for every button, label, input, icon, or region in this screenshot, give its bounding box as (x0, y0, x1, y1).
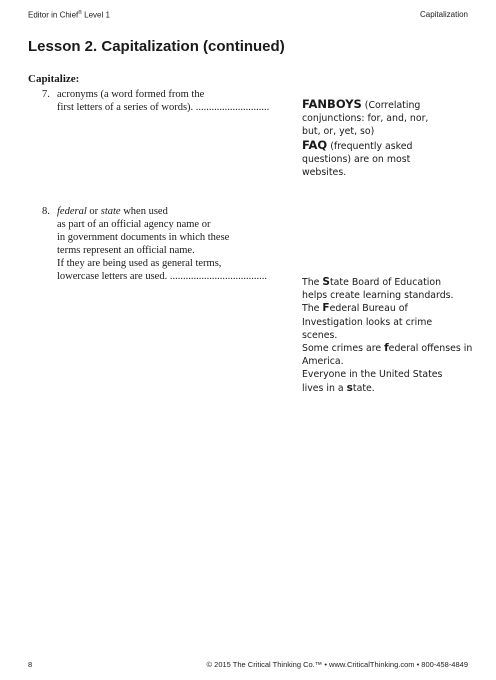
examples-8: The State Board of Education helps create learning standards. The Federal Bureau of Investigation looks at crime scenes. Some crimes are federal offenses in America. Everyone in the United States lives in a state. (302, 276, 473, 394)
rule-7 (42, 88, 269, 114)
rule-text: federal or state when used as part of an official agency name or in government documents in which these terms represent an official name. If they are being used as general terms, lowercase letters are used. ..................................... (57, 206, 267, 282)
header-topic: Capitalization (419, 10, 468, 19)
section-label: Capitalize: (28, 73, 80, 85)
page-number: 8 (28, 660, 33, 669)
footer-copyright: © 2015 The Critical Thinking Co.™ • www.CriticalThinking.com • 800-458-4849 (206, 660, 468, 669)
rule-8 (42, 205, 267, 283)
rule-text: acronyms (a word formed from the first letters of a series of words). ............................ (57, 89, 270, 113)
header-book-title: Editor in Chief® Level 1 (28, 10, 110, 20)
lesson-title: Lesson 2. Capitalization (continued) (28, 38, 285, 55)
rule-number: 7. (42, 89, 50, 100)
examples-7: FANBOYS (Correlating conjunctions: for, and, nor, but, or, yet, so) FAQ (frequently asked questions) are on most websites. (302, 97, 429, 179)
rule-number: 8. (42, 206, 50, 217)
